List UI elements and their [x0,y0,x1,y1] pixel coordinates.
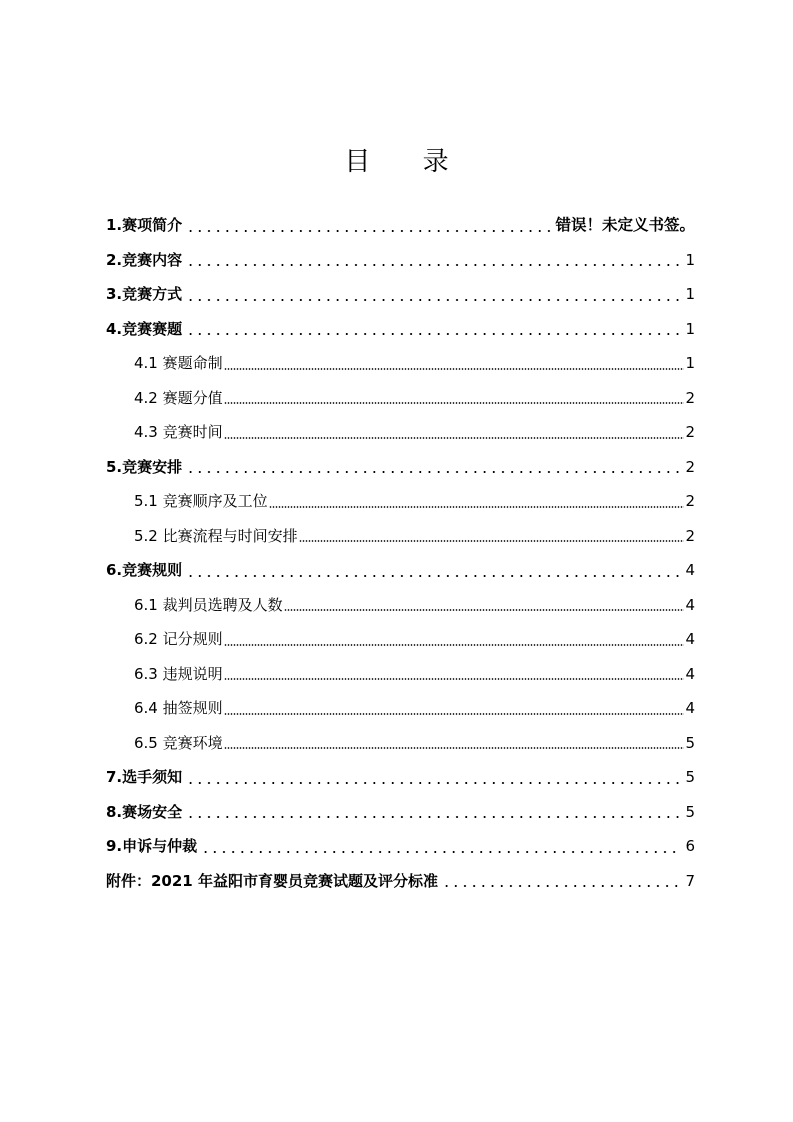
toc-dot-leader [186,208,551,243]
toc-entry-label: 8.赛场安全 [106,802,183,821]
toc-dot-leader [269,484,684,519]
toc-entry-page: 6 [685,837,695,855]
toc-dot-leader [186,553,681,588]
toc-entry-label: 6.3 违规说明 [134,664,223,683]
toc-dot-leader [224,415,684,450]
toc-entry-label: 6.1 裁判员选聘及人数 [134,595,283,614]
toc-entry-label: 5.竞赛安排 [106,457,183,476]
toc-title: 目 录 [344,147,471,177]
toc-entry-appendix[interactable] [106,864,695,899]
toc-entry-label: 3.竞赛方式 [106,285,183,303]
toc-entry-page: 4 [685,664,695,683]
toc-entry[interactable] [106,726,695,761]
toc-entry-label: 附件：2021 年益阳市育婴员竞赛试题及评分标准 [106,871,438,890]
toc-entry-page: 2 [685,526,695,545]
toc-entry[interactable] [106,519,695,554]
toc-dot-leader [224,691,684,726]
toc-entry-page: 5 [685,768,695,786]
toc-entry-page: 4 [685,699,695,717]
toc-entry-label: 6.5 竞赛环境 [134,733,223,752]
toc-entry-page: 2 [685,457,695,476]
toc-entry[interactable] [106,243,695,278]
toc-entry-label: 5.1 竞赛顺序及工位 [134,492,268,510]
toc-entry[interactable] [106,312,695,347]
toc-entry-page: 2 [685,388,695,407]
toc-dot-leader [186,450,681,485]
toc-entry[interactable] [106,657,695,692]
toc-entry-label: 4.2 赛题分值 [134,388,223,407]
toc-entry[interactable] [106,415,695,450]
toc-entry-page: 2 [685,423,695,441]
toc-entry[interactable] [106,381,695,416]
toc-list [106,208,695,898]
toc-entry[interactable] [106,622,695,657]
toc-dot-leader [186,312,681,347]
toc-entry-page: 1 [685,250,695,269]
toc-dot-leader [186,277,681,312]
toc-entry[interactable] [106,277,695,312]
toc-dot-leader [299,519,684,554]
toc-dot-leader [224,381,684,416]
toc-entry-label: 4.竞赛赛题 [106,319,183,338]
toc-entry-page: 1 [685,319,695,338]
toc-entry[interactable] [106,588,695,623]
toc-entry[interactable] [106,795,695,830]
toc-entry[interactable] [106,760,695,795]
toc-dot-leader [224,346,684,381]
toc-entry[interactable] [106,208,695,243]
toc-dot-leader [442,864,681,899]
toc-entry-page: 1 [685,354,695,372]
toc-entry-page: 2 [685,492,695,510]
toc-dot-leader [224,657,684,692]
toc-entry[interactable] [106,553,695,588]
toc-entry-page: 1 [685,285,695,303]
toc-entry-page: 错误！未定义书签。 [555,216,695,234]
toc-entry[interactable] [106,691,695,726]
toc-entry-page: 7 [685,871,695,890]
toc-entry-label: 1.赛项简介 [106,216,183,234]
toc-dot-leader [284,588,684,623]
toc-entry-label: 2.竞赛内容 [106,250,183,269]
toc-entry-page: 5 [685,733,695,752]
toc-dot-leader [224,622,684,657]
toc-entry-label: 9.申诉与仲裁 [106,837,198,855]
toc-dot-leader [186,795,681,830]
toc-entry[interactable] [106,346,695,381]
toc-entry-label: 7.选手须知 [106,768,183,786]
toc-entry-page: 4 [685,561,695,579]
toc-entry[interactable] [106,450,695,485]
toc-entry-page: 4 [685,630,695,648]
toc-entry-label: 5.2 比赛流程与时间安排 [134,526,298,545]
toc-entry-page: 5 [685,802,695,821]
toc-dot-leader [201,829,681,864]
toc-dot-leader [186,243,681,278]
toc-dot-leader [224,726,684,761]
toc-entry-label: 4.3 竞赛时间 [134,423,223,441]
toc-entry-page: 4 [685,595,695,614]
toc-entry-label: 6.4 抽签规则 [134,699,223,717]
toc-entry-label: 4.1 赛题命制 [134,354,223,372]
toc-entry[interactable] [106,484,695,519]
toc-entry[interactable] [106,829,695,864]
toc-entry-label: 6.竞赛规则 [106,561,183,579]
toc-dot-leader [186,760,681,795]
toc-entry-label: 6.2 记分规则 [134,630,223,648]
